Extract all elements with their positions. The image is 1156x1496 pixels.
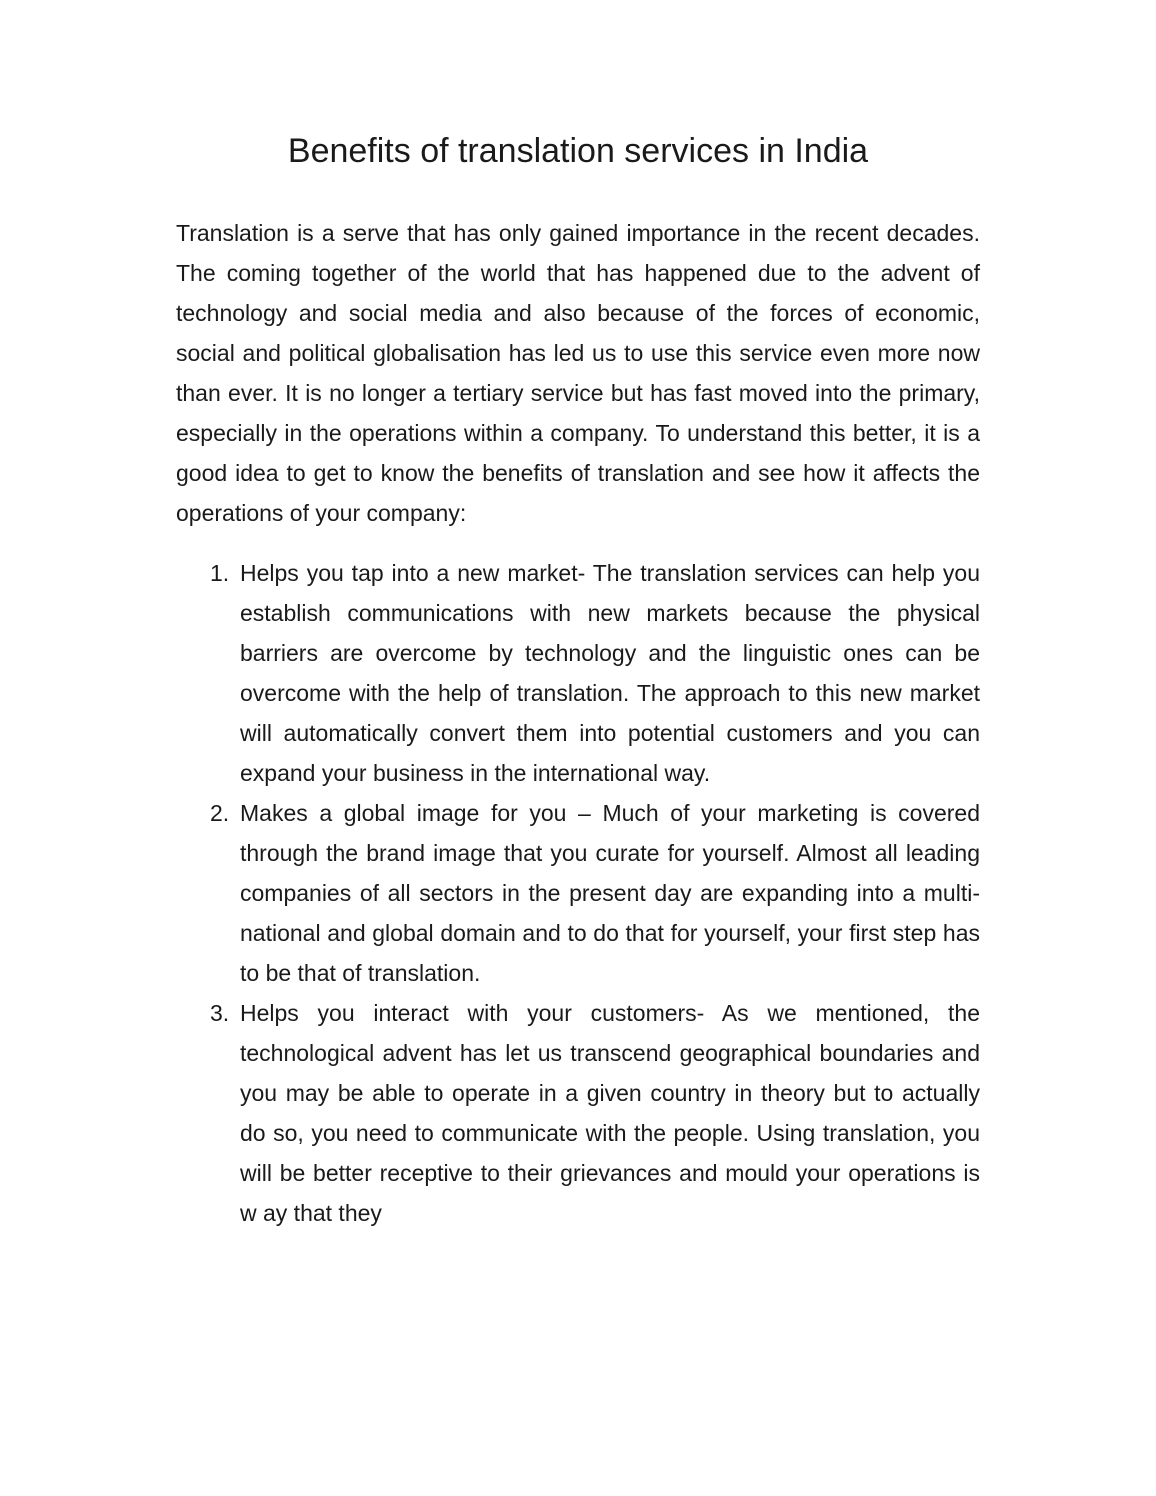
list-item-text: Makes a global image for you – Much of your marketing is covered through the brand image that you curate for yourself. Almost all leading companies of all sectors in the present day are expanding into a multi-national and global domain and to do that for yourself, your first step has to be that of translation. bbox=[240, 799, 980, 986]
list-item-number: 3. bbox=[210, 999, 230, 1026]
list-item-text: Helps you tap into a new market- The translation services can help you establish communications with new markets because the physical barriers are overcome by technology and the linguistic ones can be overcome with the help of translation. The approach to this new market will automatically convert them into potential customers and you can expand your business in the international way. bbox=[240, 559, 980, 786]
list-item-number: 1. bbox=[210, 559, 230, 586]
numbered-list bbox=[176, 553, 980, 1233]
list-item bbox=[176, 793, 980, 993]
list-item bbox=[176, 553, 980, 793]
list-item-text: Helps you interact with your customers- As we mentioned, the technological advent has let us transcend geographical boundaries and you may be able to operate in a given country in theory but to actually do so, you need to communicate with the people. Using translation, you will be better receptive to their grievances and mould your operations is w ay that they bbox=[240, 999, 980, 1226]
page-title: Benefits of translation services in India bbox=[287, 132, 869, 170]
list-item bbox=[176, 993, 980, 1233]
intro-paragraph: Translation is a serve that has only gained importance in the recent decades. The coming together of the world that has happened due to the advent of technology and social media and also because of the forces of economic, social and political globalisation has led us to use this service even more now than ever. It is no longer a tertiary service but has fast moved into the primary, especially in the operations within a company. To understand this better, it is a good idea to get to know the benefits of translation and see how it affects the operations of your company: bbox=[176, 219, 980, 526]
list-item-number: 2. bbox=[210, 799, 230, 826]
